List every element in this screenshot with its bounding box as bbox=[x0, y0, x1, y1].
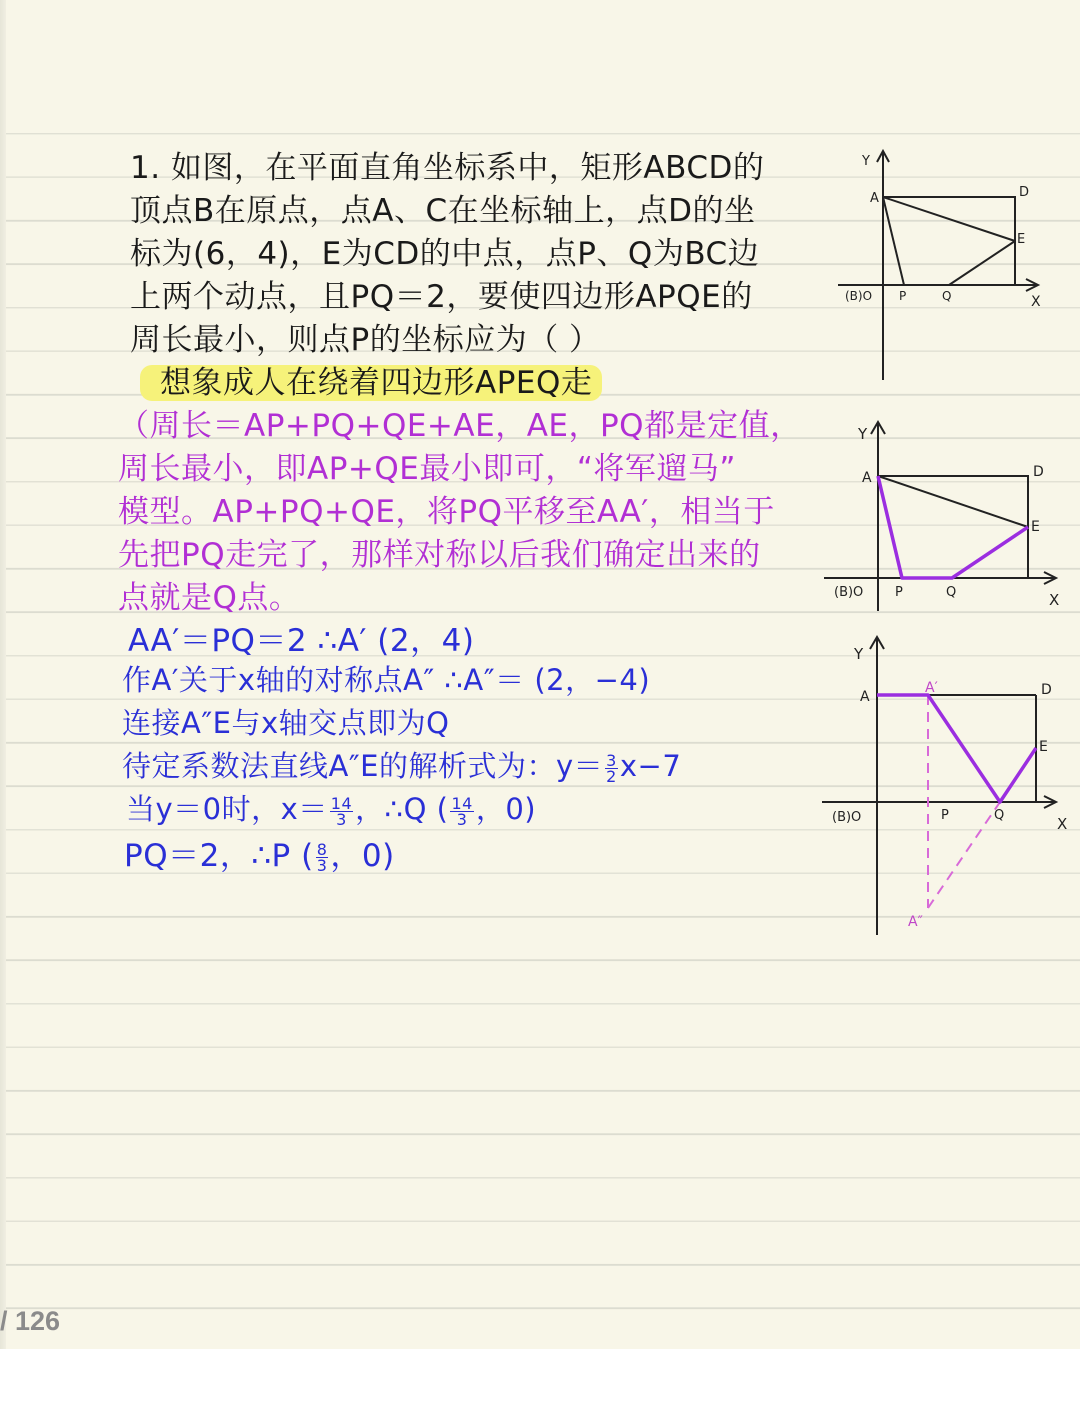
q-denominator: 3 bbox=[456, 809, 468, 829]
solution-line-5-tail: ，0) bbox=[475, 792, 537, 826]
problem-line-3: 标为(6，4)，E为CD的中点，点P、Q为BC边 bbox=[130, 236, 760, 272]
label-x: X bbox=[1031, 294, 1041, 310]
problem-line-1: 1. 如图，在平面直角坐标系中，矩形ABCD的 bbox=[130, 150, 765, 186]
solution-line-6-tail: ，0) bbox=[330, 838, 395, 874]
p-numerator: 8 bbox=[316, 840, 328, 859]
label-q: Q bbox=[994, 808, 1005, 823]
label-a: A bbox=[862, 470, 872, 486]
highlight-hint bbox=[140, 357, 602, 402]
label-y: Y bbox=[858, 425, 868, 443]
p-denominator: 3 bbox=[316, 856, 328, 875]
problem-line-2: 顶点B在原点，点A、C在坐标轴上，点D的坐 bbox=[130, 193, 756, 229]
label-y: Y bbox=[862, 154, 870, 169]
q-fraction bbox=[450, 793, 473, 829]
solution-line-5-text: 当y＝0时，x＝ bbox=[126, 792, 328, 826]
rectangle-abcd bbox=[878, 476, 1028, 578]
solution-line-3: 连接A″E与x轴交点即为Q bbox=[122, 706, 450, 740]
analysis-line-5: 点就是Q点。 bbox=[118, 580, 301, 616]
label-p: P bbox=[941, 808, 949, 823]
diagram-original bbox=[830, 140, 1050, 390]
label-origin: (B)O bbox=[834, 585, 864, 600]
segment-ae bbox=[878, 476, 1028, 527]
segment-ap bbox=[883, 197, 904, 285]
solution-line-1: AA′＝PQ＝2 ∴A′ (2，4) bbox=[128, 623, 475, 659]
diagram-reflection bbox=[818, 630, 1073, 940]
label-e: E bbox=[1017, 232, 1026, 247]
solution-line-6-text: PQ＝2，∴P ( bbox=[124, 838, 314, 874]
label-d: D bbox=[1041, 682, 1052, 698]
page-top-margin bbox=[0, 0, 1080, 95]
label-a-double-prime: A″ bbox=[908, 914, 923, 930]
label-p: P bbox=[895, 585, 903, 600]
path-apqe bbox=[878, 476, 1028, 578]
label-x: X bbox=[1057, 815, 1068, 833]
solution-line-2: 作A′关于x轴的对称点A″ ∴A″＝ (2，−4) bbox=[122, 663, 651, 697]
highlight-hint-text: 想象成人在绕着四边形APEQ走 bbox=[140, 365, 602, 401]
analysis-line-1: （周长＝AP+PQ+QE+AE，AE，PQ都是定值， bbox=[118, 408, 802, 444]
label-a: A bbox=[870, 191, 879, 206]
slope-denominator: 2 bbox=[606, 766, 617, 786]
label-p: P bbox=[899, 289, 907, 303]
segment-ae bbox=[883, 197, 1015, 241]
slope-numerator: 3 bbox=[606, 750, 617, 770]
p-fraction bbox=[316, 842, 329, 873]
label-y: Y bbox=[854, 645, 864, 663]
label-q: Q bbox=[946, 585, 957, 600]
solution-line-5-mid: ，∴Q ( bbox=[355, 792, 449, 826]
solution-line-4-tail: x−7 bbox=[619, 749, 682, 783]
problem-line-4: 上两个动点，且PQ＝2，要使四边形APQE的 bbox=[130, 279, 753, 315]
label-d: D bbox=[1019, 185, 1030, 200]
dashed-a-double-prime-to-q bbox=[928, 802, 1000, 908]
analysis-line-4: 先把PQ走完了，那样对称以后我们确定出来的 bbox=[118, 537, 761, 573]
analysis-line-3: 模型。AP+PQ+QE，将PQ平移至AA′，相当于 bbox=[118, 494, 775, 530]
diagram-path bbox=[820, 415, 1070, 615]
label-origin: (B)O bbox=[845, 289, 873, 303]
solution-line-4 bbox=[122, 744, 681, 785]
problem-line-5: 周长最小，则点P的坐标应为（ ） bbox=[130, 322, 601, 358]
segment-qe bbox=[949, 241, 1015, 285]
page-left-edge bbox=[0, 0, 6, 1409]
label-e: E bbox=[1031, 519, 1040, 535]
label-origin: (B)O bbox=[832, 810, 862, 825]
page-bottom-margin bbox=[0, 1349, 1080, 1409]
page-counter: / 126 bbox=[0, 1306, 61, 1336]
x-fraction bbox=[330, 793, 353, 829]
solution-line-5 bbox=[126, 787, 536, 828]
label-a: A bbox=[860, 689, 870, 705]
label-d: D bbox=[1033, 464, 1044, 480]
label-q: Q bbox=[942, 289, 952, 303]
solution-line-6 bbox=[124, 830, 395, 875]
rectangle-abcd bbox=[883, 197, 1015, 285]
label-e: E bbox=[1039, 739, 1048, 755]
x-denominator: 3 bbox=[336, 809, 347, 829]
label-x: X bbox=[1049, 591, 1060, 609]
analysis-line-2: 周长最小，即AP+QE最小即可，“将军遛马” bbox=[118, 451, 736, 487]
solution-line-4-text: 待定系数法直线A″E的解析式为：y＝ bbox=[122, 749, 604, 783]
path-a-aprime-q-e bbox=[877, 695, 1036, 802]
x-numerator: 14 bbox=[330, 793, 353, 813]
label-a-prime: A′ bbox=[925, 680, 938, 696]
slope-fraction bbox=[605, 750, 618, 786]
q-numerator: 14 bbox=[451, 793, 473, 813]
